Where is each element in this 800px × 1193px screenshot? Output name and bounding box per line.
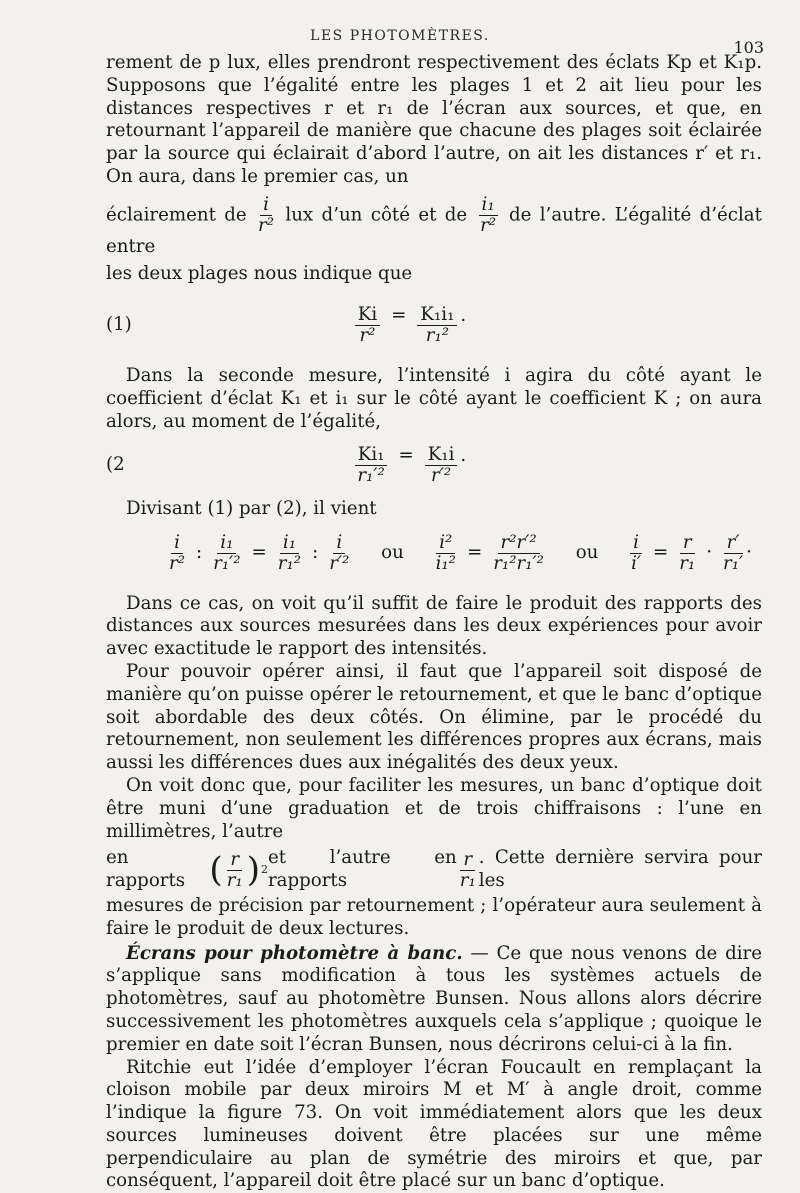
equation-number: (2: [106, 454, 196, 477]
equation-3: $\frac{i}{\text{r²}}$ : $\frac{\text{i₁}}{\text{r₁′²}}$ = $\frac{\text{i₁}}{\text{r₁²}}$ : $\frac{i}{\text{r′²}}$ ou $\frac{\text{i²}}{\text{i₁²}}$ = $\frac{\text{r²r′²}}{\text{r₁²r₁′²}}$ ou $\frac{i}{i'}$ = $\frac{r}{\text{r₁}}$ · $\frac{r'}{\text{r₁′}}$ ·: [106, 527, 762, 581]
paragraph: Ritchie eut l’idée d’employer l’écran Foucault en remplaçant la cloison mobile par deux miroirs M et M′ à angle droit, comme l’indique la figure 73. On voit immédiatement alors que les deux sources lumineuses doivent être placées sur une même perpendiculaire au plan de symétrie des miroirs et que, par conséquent, l’appareil doit être placé sur un banc d’optique.: [106, 1057, 762, 1193]
paragraph: Divisant (1) par (2), il vient: [106, 498, 762, 521]
paragraph: mesures de précision par retournement ; l’opérateur aura seulement à faire le produit de deux lectures.: [106, 895, 762, 941]
equation-2: (2 $\frac{\text{Ki₁}}{\text{r₁′²}}$ = $\frac{\text{K₁i}}{\text{r′²}}$ .: [106, 440, 762, 492]
paragraph: les deux plages nous indique que: [106, 263, 762, 286]
section-paragraph: Écrans pour photomètre à banc. — Ce que nous venons de dire s’applique sans modification à tous les systèmes actuels de photomètres, sauf au photomètre Bunsen. Nous allons alors décrire successivement les photomètres auxquels cela s’applique ; quoique le premier en date soit l’écran Bunsen, nous décrirons celui-ci à la fin.: [106, 943, 762, 1057]
inline-formula-line: éclairement de $\frac{i}{\text{r²}}$ lux d’un côté et de $\frac{\text{i₁}}{\text{r²}}$ de l’autre. L’égalité d’éclat entre: [106, 195, 762, 259]
equation-1: (1) $\frac{Ki}{\text{r²}}$ = $\frac{\text{K₁i₁}}{\text{r₁²}}$ .: [106, 299, 762, 351]
paragraph: Dans la seconde mesure, l’intensité i agira du côté ayant le coefficient d’éclat K₁ et i₁ sur le côté ayant le coefficient K ; on aura alors, au moment de l’égalité,: [106, 365, 762, 433]
inline-formula-line: en rapports ( $\frac{r}{\text{r₁}}$ ) 2 et l’autre en rapports $\frac{r}{\text{r₁}}$ . Cette dernière servira pour les: [106, 847, 762, 893]
paragraph: Dans ce cas, on voit qu’il suffit de faire le produit des rapports des distances aux sources mesurées dans les deux expériences pour avoir avec exactitude le rapport des intensités.: [106, 593, 762, 661]
paragraph: Pour pouvoir opérer ainsi, il faut que l’appareil soit disposé de manière qu’on puisse opérer le retournement, et que le banc d’optique soit abordable des deux côtés. On élimine, par le procédé du retournement, non seulement les différences propres aux écrans, mais aussi les différences dues aux inégalités des deux yeux.: [106, 661, 762, 775]
paragraph: On voit donc que, pour faciliter les mesures, un banc d’optique doit être muni d’une graduation et de trois chiffraisons : l’une en millimètres, l’autre: [106, 775, 762, 843]
fraction: $\frac{i}{\text{r²}}$: [258, 195, 274, 236]
equation-number: (1): [106, 314, 196, 337]
fraction: $\frac{\text{i₁}}{\text{r²}}$: [479, 195, 498, 236]
section-heading: Écrans pour photomètre à banc.: [126, 943, 463, 964]
page-body: [106, 52, 762, 1193]
paragraph: rement de p lux, elles prendront respectivement des éclats Kp et K₁p. Supposons que l’égalité entre les plages 1 et 2 ait lieu pour les distances respectives r et r₁ de l’écran aux sources, et que, en retournant l’appareil de manière que chacune des plages soit éclairée par la source qui éclairait d’abord l’autre, on ait les distances r′ et r₁. On aura, dans le premier cas, un: [106, 52, 762, 189]
page-number: 103: [733, 38, 764, 57]
running-head: LES PHOTOMÈTRES.: [0, 28, 800, 44]
